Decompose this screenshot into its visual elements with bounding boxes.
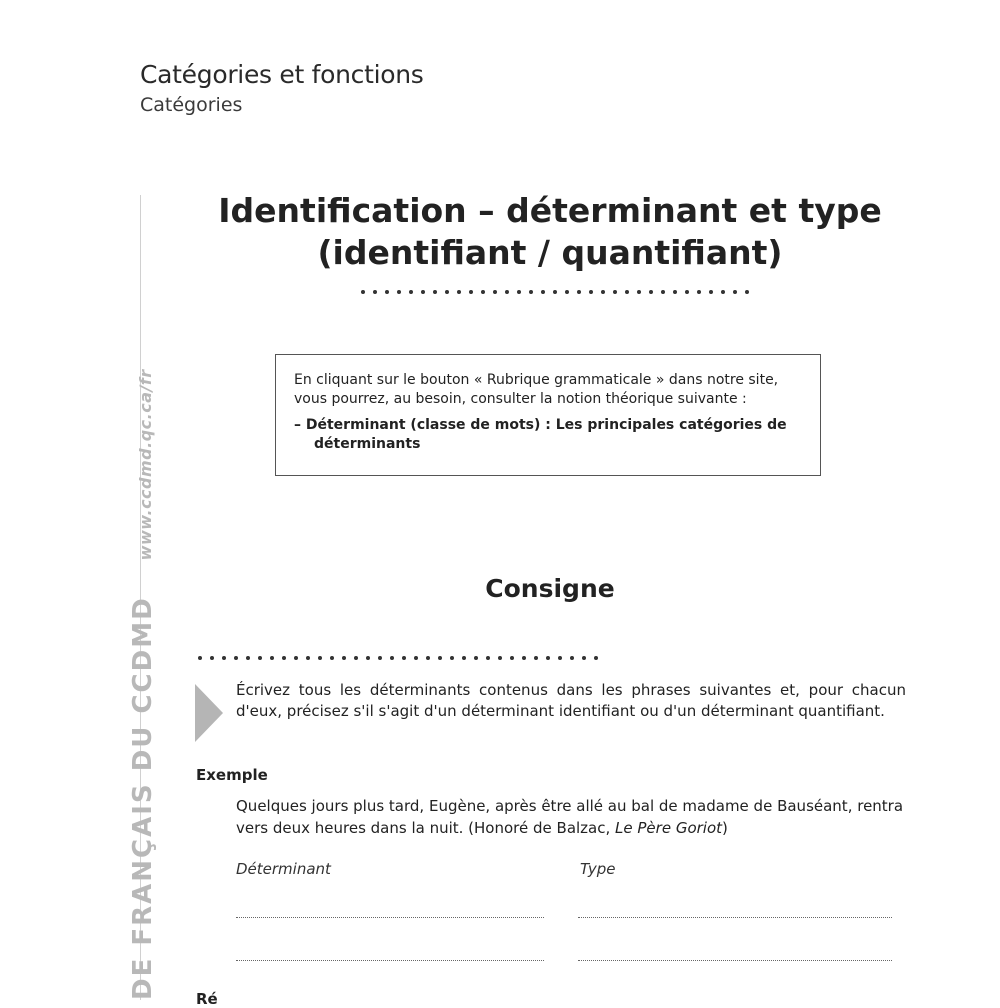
dot <box>637 290 641 294</box>
dot <box>733 290 737 294</box>
sidebar-url: www.ccdmd.qc.ca/fr <box>136 369 155 561</box>
dot <box>541 290 545 294</box>
dot <box>234 656 238 660</box>
dot <box>721 290 725 294</box>
sidebar-brand: DE FRANÇAIS DU CCDMD <box>128 596 158 1000</box>
dot <box>685 290 689 294</box>
dot <box>661 290 665 294</box>
dot <box>505 290 509 294</box>
header-category: Catégories et fonctions <box>140 60 424 89</box>
dot <box>589 290 593 294</box>
dot <box>594 656 598 660</box>
title-dotted-rule <box>361 290 749 294</box>
dot <box>493 290 497 294</box>
info-box-text: En cliquant sur le bouton « Rubrique grammaticale » dans notre site, vous pourrez, au besoin, consulter la notion théorique suivante : <box>294 372 779 407</box>
dot <box>330 656 334 660</box>
dot <box>450 656 454 660</box>
dot <box>481 290 485 294</box>
dot <box>426 656 430 660</box>
info-box <box>275 354 821 476</box>
exemple-work-title: Le Père Goriot <box>615 819 723 837</box>
dot <box>486 656 490 660</box>
dot <box>601 290 605 294</box>
dot <box>649 290 653 294</box>
dot <box>438 656 442 660</box>
dot <box>433 290 437 294</box>
answer-line-type-2[interactable] <box>578 960 892 961</box>
dot <box>397 290 401 294</box>
exemple-heading: Exemple <box>196 766 268 784</box>
exemple-sentence-text: Quelques jours plus tard, Eugène, après être allé au bal de madame de Bauséant, rentra vers deux heures dans la nuit. (Honoré de Balzac, <box>236 797 904 837</box>
dot <box>570 656 574 660</box>
dot <box>222 656 226 660</box>
consigne-instruction: Écrivez tous les déterminants contenus dans les phrases suivantes et, pour chacun d'eux, précisez s'il s'agit d'un déterminant identifiant ou d'un déterminant quantifiant. <box>236 681 906 720</box>
dot <box>553 290 557 294</box>
answer-line-determinant-2[interactable] <box>236 960 544 961</box>
dot <box>625 290 629 294</box>
dot <box>522 656 526 660</box>
dot <box>445 290 449 294</box>
dot <box>534 656 538 660</box>
dot <box>613 290 617 294</box>
next-section-heading: Ré <box>196 990 218 1008</box>
dot <box>390 656 394 660</box>
dot <box>673 290 677 294</box>
dot <box>517 290 521 294</box>
answer-line-type-1[interactable] <box>578 917 892 918</box>
dot <box>582 656 586 660</box>
dot <box>421 290 425 294</box>
dot <box>577 290 581 294</box>
dot <box>306 656 310 660</box>
dot <box>498 656 502 660</box>
dot <box>409 290 413 294</box>
dot <box>697 290 701 294</box>
dot <box>709 290 713 294</box>
exemple-sentence <box>236 795 906 839</box>
title-line-2: (identifiant / quantifiant) <box>317 233 783 272</box>
dot <box>198 656 202 660</box>
dot <box>565 290 569 294</box>
dot <box>474 656 478 660</box>
consigne-heading: Consigne <box>485 574 615 603</box>
page-title <box>200 190 900 274</box>
dot <box>457 290 461 294</box>
dot <box>402 656 406 660</box>
dot <box>354 656 358 660</box>
arrow-icon <box>195 684 223 742</box>
info-box-item: – Déterminant (classe de mots) : Les principales catégories de déterminants <box>294 417 787 452</box>
dot <box>469 290 473 294</box>
exemple-sentence-close: ) <box>722 819 728 837</box>
dot <box>246 656 250 660</box>
header-subcategory: Catégories <box>140 94 243 116</box>
consigne-dotted-rule <box>198 656 598 660</box>
dot <box>366 656 370 660</box>
dot <box>270 656 274 660</box>
dot <box>558 656 562 660</box>
column-label-determinant: Déterminant <box>236 860 331 878</box>
sidebar-vertical-text <box>128 369 158 1000</box>
dot <box>745 290 749 294</box>
answer-line-determinant-1[interactable] <box>236 917 544 918</box>
dot <box>414 656 418 660</box>
dot <box>510 656 514 660</box>
dot <box>378 656 382 660</box>
dot <box>373 290 377 294</box>
dot <box>546 656 550 660</box>
dot <box>385 290 389 294</box>
dot <box>210 656 214 660</box>
dot <box>282 656 286 660</box>
dot <box>462 656 466 660</box>
dot <box>529 290 533 294</box>
dot <box>294 656 298 660</box>
title-line-1: Identification – déterminant et type <box>218 191 882 230</box>
dot <box>318 656 322 660</box>
dot <box>361 290 365 294</box>
dot <box>258 656 262 660</box>
dot <box>342 656 346 660</box>
column-label-type: Type <box>580 860 616 878</box>
